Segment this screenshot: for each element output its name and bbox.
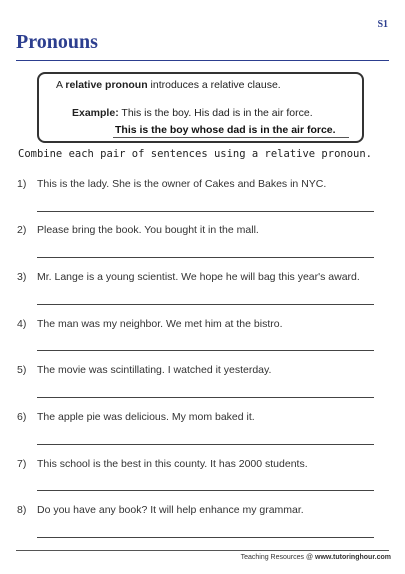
question-text: The man was my neighbor. We met him at the bistro. xyxy=(37,318,283,330)
footer-label: Teaching Resources @ xyxy=(240,554,314,561)
example-answer: This is the boy whose dad is in the air force. xyxy=(115,124,336,136)
answer-line[interactable] xyxy=(37,211,374,212)
example-answer-underline xyxy=(113,137,349,138)
question-item xyxy=(0,224,405,244)
question-item xyxy=(0,318,405,338)
answer-line[interactable] xyxy=(37,257,374,258)
question-text: Mr. Lange is a young scientist. We hope he will bag this year's award. xyxy=(37,271,360,283)
question-text: Do you have any book? It will help enhance my grammar. xyxy=(37,504,304,516)
question-number: 8) xyxy=(17,504,27,516)
worksheet-code: S1 xyxy=(377,19,388,30)
question-number: 5) xyxy=(17,364,27,376)
answer-line[interactable] xyxy=(37,397,374,398)
question-item xyxy=(0,504,405,524)
question-item xyxy=(0,411,405,431)
question-item xyxy=(0,458,405,478)
question-item xyxy=(0,178,405,198)
answer-line[interactable] xyxy=(37,444,374,445)
answer-line[interactable] xyxy=(37,350,374,351)
answer-line[interactable] xyxy=(37,490,374,491)
footer-site-link[interactable]: www.tutoringhour.com xyxy=(315,554,391,561)
question-number: 4) xyxy=(17,318,27,330)
definition-text: A relative pronoun introduces a relative clause. xyxy=(56,79,281,91)
title-divider xyxy=(16,60,389,61)
question-text: The apple pie was delicious. My mom baked it. xyxy=(37,411,255,423)
question-number: 3) xyxy=(17,271,27,283)
question-item xyxy=(0,271,405,291)
footer-credit xyxy=(241,554,391,561)
question-number: 7) xyxy=(17,458,27,470)
question-text: Please bring the book. You bought it in the mall. xyxy=(37,224,259,236)
question-text: The movie was scintillating. I watched it yesterday. xyxy=(37,364,272,376)
question-text: This is the lady. She is the owner of Cakes and Bakes in NYC. xyxy=(37,178,327,190)
page-title: Pronouns xyxy=(16,31,98,53)
definition-term: relative pronoun xyxy=(65,79,148,91)
question-text: This school is the best in this county. It has 2000 students. xyxy=(37,458,308,470)
question-number: 6) xyxy=(17,411,27,423)
example-label: Example: xyxy=(72,107,119,119)
question-number: 1) xyxy=(17,178,27,190)
example-text: Example: This is the boy. His dad is in the air force. xyxy=(72,107,313,119)
footer-divider xyxy=(16,550,389,551)
answer-line[interactable] xyxy=(37,304,374,305)
question-item xyxy=(0,364,405,384)
answer-line[interactable] xyxy=(37,537,374,538)
instruction-text: Combine each pair of sentences using a relative pronoun. xyxy=(18,148,373,160)
question-number: 2) xyxy=(17,224,27,236)
